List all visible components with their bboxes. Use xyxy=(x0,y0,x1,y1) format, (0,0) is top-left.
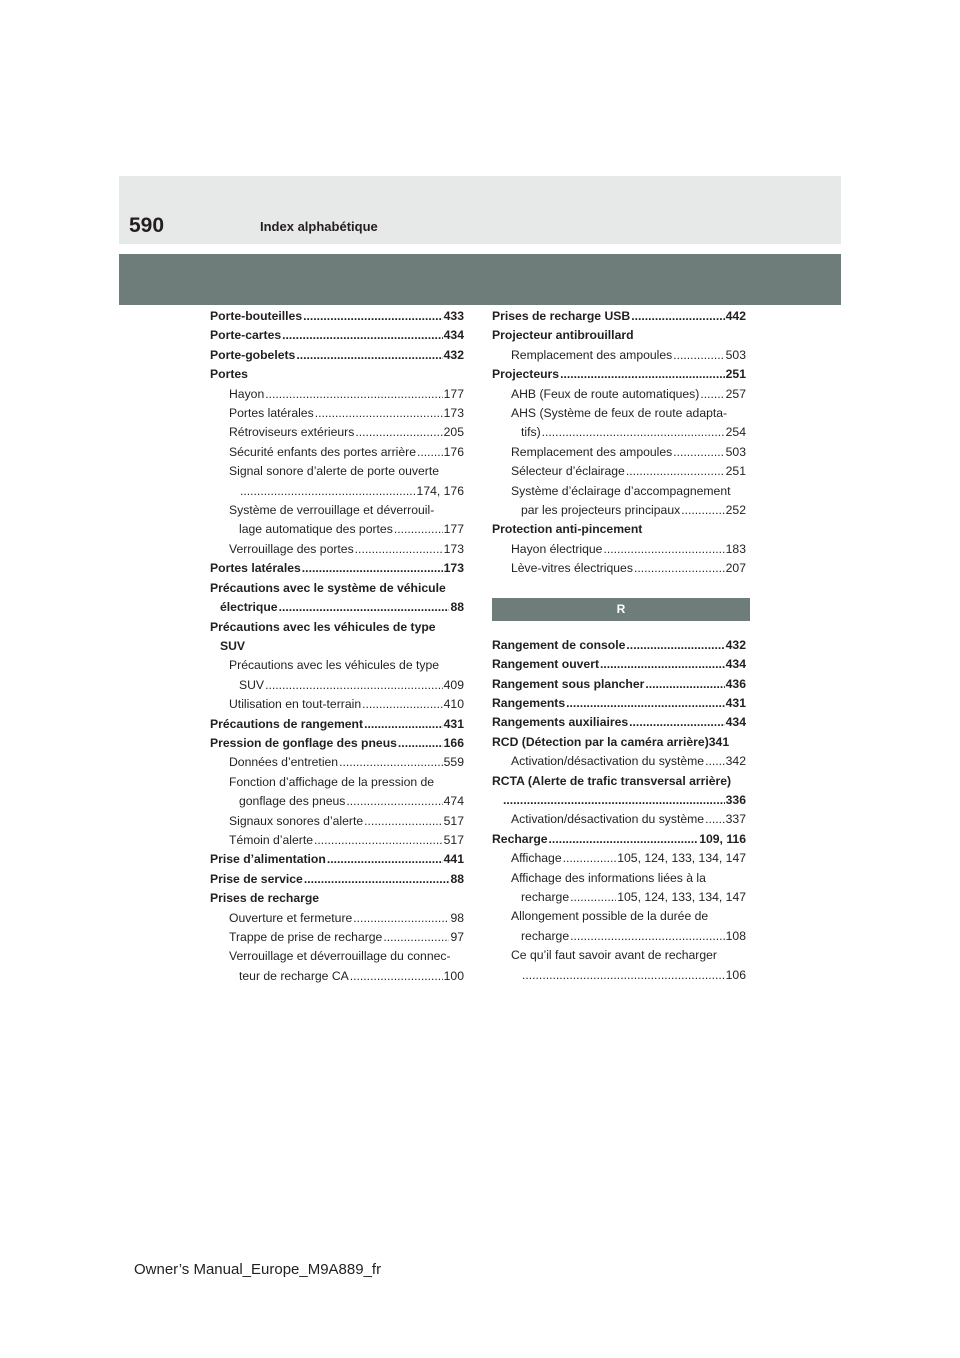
index-entry-page: 257 xyxy=(725,386,746,401)
index-entry-text: Lève-vitres électriques xyxy=(511,561,633,576)
index-entry xyxy=(492,365,746,384)
leader-dots xyxy=(314,831,443,850)
index-entry-text: Fonction d’affichage de la pression de xyxy=(229,774,435,789)
leader-dots xyxy=(304,870,450,889)
index-entry-page: 251 xyxy=(725,464,746,479)
index-entry xyxy=(210,520,464,539)
index-entry xyxy=(492,791,746,810)
index-entry-text: Témoin d’alerte xyxy=(229,832,313,847)
index-entry-text: Rangements xyxy=(492,695,566,710)
index-entry-text: SUV xyxy=(220,638,246,653)
index-entry-text: Rangement de console xyxy=(492,637,626,652)
leader-dots xyxy=(563,849,617,868)
index-entry xyxy=(492,501,746,520)
index-entry-page: 97 xyxy=(450,930,464,944)
leader-dots xyxy=(549,830,699,849)
index-entry xyxy=(210,540,464,559)
index-entry-text: Précautions avec les véhicules de type xyxy=(210,619,436,634)
index-entry-page: 205 xyxy=(443,425,464,440)
index-entry-text: Projecteurs xyxy=(492,367,560,382)
index-entry xyxy=(492,869,746,888)
index-entry-text: Affichage des informations liées à la xyxy=(511,870,706,885)
leader-dots xyxy=(566,694,725,713)
index-entry-text: teur de recharge CA xyxy=(239,968,349,983)
index-entry-text: Rétroviseurs extérieurs xyxy=(229,425,355,440)
leader-dots xyxy=(282,326,443,345)
index-group-p xyxy=(492,307,746,579)
leader-dots xyxy=(705,810,725,829)
leader-dots xyxy=(681,501,724,520)
index-entry-text: Rangements auxiliaires xyxy=(492,715,629,730)
index-entry-page: 503 xyxy=(725,347,746,362)
index-entry xyxy=(492,540,746,559)
index-entry-page: 559 xyxy=(443,755,464,770)
index-entry-text: Ce qu’il faut savoir avant de recharger xyxy=(511,948,717,963)
index-entry-page: 432 xyxy=(443,347,464,362)
index-entry-text: Sécurité enfants des portes arrière xyxy=(229,444,416,459)
index-entry xyxy=(492,520,746,539)
index-entry-page: 183 xyxy=(725,541,746,556)
leader-dots xyxy=(355,540,443,559)
index-entry-page: 517 xyxy=(443,813,464,828)
index-entry-text: Prises de recharge xyxy=(210,891,320,906)
index-entry xyxy=(210,792,464,811)
page-number: 590 xyxy=(129,214,165,237)
leader-dots xyxy=(560,365,725,384)
index-entry xyxy=(492,462,746,481)
leader-dots xyxy=(355,423,442,442)
index-entry-page: 337 xyxy=(725,812,746,827)
index-entry-text: électrique xyxy=(220,600,278,615)
leader-dots xyxy=(279,598,450,617)
index-entry-page: 434 xyxy=(443,328,464,343)
index-entry xyxy=(492,966,746,985)
leader-dots xyxy=(240,482,416,501)
index-entry-page: 173 xyxy=(443,541,464,556)
index-entry xyxy=(492,423,746,442)
index-entry-page: 431 xyxy=(725,695,746,710)
leader-dots xyxy=(353,909,449,928)
index-entry-page: 176 xyxy=(443,444,464,459)
index-entry-text: tifs) xyxy=(521,425,541,440)
index-entry-page: 105, 124, 133, 134, 147 xyxy=(617,851,746,866)
index-entry xyxy=(492,810,746,829)
index-entry-text: Rangement sous plancher xyxy=(492,676,645,691)
index-entry xyxy=(492,675,746,694)
index-entry-page: 251 xyxy=(725,367,746,382)
index-entry xyxy=(210,928,464,947)
index-entry xyxy=(210,909,464,928)
leader-dots xyxy=(265,385,442,404)
leader-dots xyxy=(398,734,443,753)
index-entry xyxy=(210,812,464,831)
index-entry xyxy=(492,713,746,732)
index-entry-page: 166 xyxy=(443,735,464,750)
index-entry-page: 503 xyxy=(725,444,746,459)
index-entry xyxy=(492,849,746,868)
index-entry-page: 436 xyxy=(725,676,746,691)
index-entry xyxy=(492,907,746,926)
leader-dots xyxy=(570,888,616,907)
index-entry-page: 254 xyxy=(725,425,746,440)
index-entry-text: recharge xyxy=(521,928,570,943)
index-entry-text: par les projecteurs principaux xyxy=(521,503,681,518)
index-entry xyxy=(210,365,464,384)
leader-dots xyxy=(383,928,449,947)
index-entry xyxy=(492,385,746,404)
index-entry-text: Hayon xyxy=(229,386,265,401)
index-entry xyxy=(492,752,746,771)
index-entry xyxy=(492,888,746,907)
index-entry-text: SUV xyxy=(239,677,265,692)
index-group-r xyxy=(492,636,746,985)
index-entry-text: Ouverture et fermeture xyxy=(229,910,353,925)
index-entry-page: 173 xyxy=(443,406,464,421)
index-entry-page: 173 xyxy=(443,561,464,576)
index-entry xyxy=(492,927,746,946)
index-entry-page: 433 xyxy=(443,309,464,323)
index-entry-text: Données d’entretien xyxy=(229,755,339,770)
index-entry-text: AHB (Feux de route automatiques) xyxy=(511,386,700,401)
index-entry-text: Allongement possible de la durée de xyxy=(511,909,709,924)
index-entry-text: Verrouillage des portes xyxy=(229,541,354,556)
index-entry-page: 98 xyxy=(450,910,464,925)
index-entry-text: Portes xyxy=(210,367,248,382)
index-entry-text: Activation/désactivation du système xyxy=(511,812,705,827)
index-entry-page: 88 xyxy=(450,871,464,886)
index-entry xyxy=(492,830,746,849)
index-entry xyxy=(210,753,464,772)
index-entry-text: Signaux sonores d’alerte xyxy=(229,813,364,828)
leader-dots xyxy=(542,423,725,442)
index-column-left xyxy=(210,307,464,986)
index-entry-text: recharge xyxy=(521,889,570,904)
index-entry-page: 105, 124, 133, 134, 147 xyxy=(617,889,746,904)
index-entry-text: Prise d’alimentation xyxy=(210,852,326,867)
leader-dots xyxy=(302,559,443,578)
leader-dots xyxy=(350,967,443,986)
index-entry-page: 252 xyxy=(725,503,746,518)
index-entry-text: Prise de service xyxy=(210,871,303,886)
footer-manual-id: Owner’s Manual_Europe_M9A889_fr xyxy=(134,1261,382,1278)
index-entry xyxy=(210,559,464,578)
index-entry xyxy=(492,307,746,326)
index-entry xyxy=(492,733,746,752)
leader-dots xyxy=(362,695,443,714)
index-entry xyxy=(210,850,464,869)
index-entry xyxy=(210,598,464,617)
leader-dots xyxy=(364,812,443,831)
index-entry-page: 517 xyxy=(443,832,464,847)
index-entry xyxy=(492,326,746,345)
index-entry xyxy=(492,559,746,578)
leader-dots xyxy=(339,753,443,772)
index-entry-text: Pression de gonflage des pneus xyxy=(210,735,397,750)
leader-dots xyxy=(417,443,443,462)
index-entry xyxy=(492,443,746,462)
leader-dots xyxy=(634,559,725,578)
index-entry-text: RCTA (Alerte de trafic transversal arrière) xyxy=(492,773,732,788)
page-header xyxy=(119,176,841,244)
index-entry-page: 106 xyxy=(725,967,746,982)
index-entry xyxy=(492,404,746,423)
leader-dots xyxy=(600,655,725,674)
index-entry xyxy=(210,637,464,656)
index-entry-page: 431 xyxy=(443,716,464,731)
index-entry xyxy=(210,870,464,889)
index-entry-text: Précautions avec le système de véhicule xyxy=(210,580,446,595)
index-entry xyxy=(210,423,464,442)
index-entry-text: Verrouillage et déverrouillage du connec- xyxy=(229,949,451,964)
index-entry-page: 441 xyxy=(443,852,464,867)
leader-dots xyxy=(327,850,443,869)
index-entry-page: 432 xyxy=(725,637,746,652)
index-entry-page: 342 xyxy=(725,754,746,769)
index-entry xyxy=(492,482,746,501)
index-entry xyxy=(210,443,464,462)
index-entry-page: 174, 176 xyxy=(416,483,464,498)
index-entry xyxy=(210,676,464,695)
index-entry xyxy=(210,618,464,637)
index-entry xyxy=(210,889,464,908)
index-entry-text: Remplacement des ampoules xyxy=(511,347,673,362)
index-entry xyxy=(492,694,746,713)
index-entry xyxy=(210,462,464,481)
leader-dots xyxy=(303,307,443,326)
letter-heading: R xyxy=(492,598,750,621)
index-entry-page: 100 xyxy=(443,968,464,983)
index-entry-text: lage automatique des portes xyxy=(239,522,393,537)
leader-dots xyxy=(503,791,725,810)
index-entry-page: 88 xyxy=(450,600,464,615)
index-column-right xyxy=(492,307,746,985)
index-entry xyxy=(492,655,746,674)
index-entry-text: Système de verrouillage et déverrouil- xyxy=(229,503,435,518)
section-title: Index alphabétique xyxy=(260,219,378,234)
index-entry xyxy=(210,734,464,753)
index-entry-text: Affichage xyxy=(511,851,562,866)
index-entry-text: Signal sonore d’alerte de porte ouverte xyxy=(229,464,440,479)
index-entry xyxy=(210,346,464,365)
index-entry xyxy=(210,773,464,792)
leader-dots xyxy=(265,676,443,695)
index-entry xyxy=(210,947,464,966)
index-entry-text: Porte-gobelets xyxy=(210,347,296,362)
leader-dots xyxy=(570,927,725,946)
index-entry-page: 108 xyxy=(725,928,746,943)
index-entry xyxy=(210,482,464,501)
index-entry-text: Prises de recharge USB xyxy=(492,309,631,323)
index-entry-text: AHS (Système de feux de route adapta- xyxy=(511,406,728,421)
leader-dots xyxy=(645,675,724,694)
index-entry xyxy=(210,967,464,986)
index-entry-page: 434 xyxy=(725,657,746,672)
index-entry-text: RCD (Détection par la caméra arrière) xyxy=(492,734,709,749)
leader-dots xyxy=(315,404,443,423)
leader-dots xyxy=(394,520,443,539)
leader-dots xyxy=(673,443,724,462)
index-entry-text: Sélecteur d’éclairage xyxy=(511,464,625,479)
index-entry xyxy=(210,695,464,714)
leader-dots xyxy=(673,346,724,365)
index-entry xyxy=(210,501,464,520)
index-entry-text: Activation/désactivation du système xyxy=(511,754,705,769)
index-entry xyxy=(210,404,464,423)
leader-dots xyxy=(631,307,724,326)
index-entry xyxy=(210,385,464,404)
index-entry-text: gonflage des pneus xyxy=(239,794,346,809)
leader-dots xyxy=(603,540,724,559)
leader-dots xyxy=(364,715,443,734)
index-entry-page: 474 xyxy=(443,794,464,809)
index-entry-text: Porte-bouteilles xyxy=(210,309,303,323)
index-entry-text: Précautions avec les véhicules de type xyxy=(229,658,440,673)
index-entry-text: Recharge xyxy=(492,831,548,846)
index-entry-text: Portes latérales xyxy=(210,561,301,576)
index-entry-page: 442 xyxy=(725,309,746,323)
index-entry-text: Système d’éclairage d’accompagnement xyxy=(511,483,731,498)
index-entry xyxy=(492,946,746,965)
index-entry xyxy=(210,656,464,675)
index-entry-page: 109, 116 xyxy=(699,831,746,846)
index-entry-page: 177 xyxy=(443,522,464,537)
index-entry xyxy=(210,307,464,326)
index-entry-text: Utilisation en tout-terrain xyxy=(229,697,362,712)
index-entry xyxy=(210,326,464,345)
index-entry-page: 341 xyxy=(708,734,730,749)
index-entry-text: Rangement ouvert xyxy=(492,657,599,672)
leader-dots xyxy=(705,752,725,771)
index-entry xyxy=(210,579,464,598)
leader-dots xyxy=(700,385,724,404)
index-entry-text: Précautions de rangement xyxy=(210,716,364,731)
index-entry xyxy=(492,346,746,365)
index-entry xyxy=(210,715,464,734)
index-entry-page: 410 xyxy=(443,697,464,712)
index-entry xyxy=(492,636,746,655)
index-entry-page: 177 xyxy=(443,386,464,401)
index-entry-text: Portes latérales xyxy=(229,406,314,421)
index-entry-text: Trappe de prise de recharge xyxy=(229,930,383,944)
leader-dots xyxy=(626,636,724,655)
index-entry xyxy=(492,772,746,791)
leader-dots xyxy=(629,713,725,732)
index-entry-text: Porte-cartes xyxy=(210,328,282,343)
index-entry-text: Remplacement des ampoules xyxy=(511,444,673,459)
index-entry-page: 336 xyxy=(725,792,746,807)
index-entry xyxy=(210,831,464,850)
leader-dots xyxy=(346,792,442,811)
index-entry-text: Hayon électrique xyxy=(511,541,603,556)
index-entry-page: 409 xyxy=(443,677,464,692)
leader-dots xyxy=(522,966,725,985)
header-band xyxy=(119,254,841,305)
leader-dots xyxy=(296,346,442,365)
index-entry-page: 434 xyxy=(725,715,746,730)
index-entry-page: 207 xyxy=(725,561,746,576)
index-entry-text: Protection anti-pincement xyxy=(492,522,643,537)
index-entry-text: Projecteur antibrouillard xyxy=(492,328,634,343)
leader-dots xyxy=(626,462,725,481)
